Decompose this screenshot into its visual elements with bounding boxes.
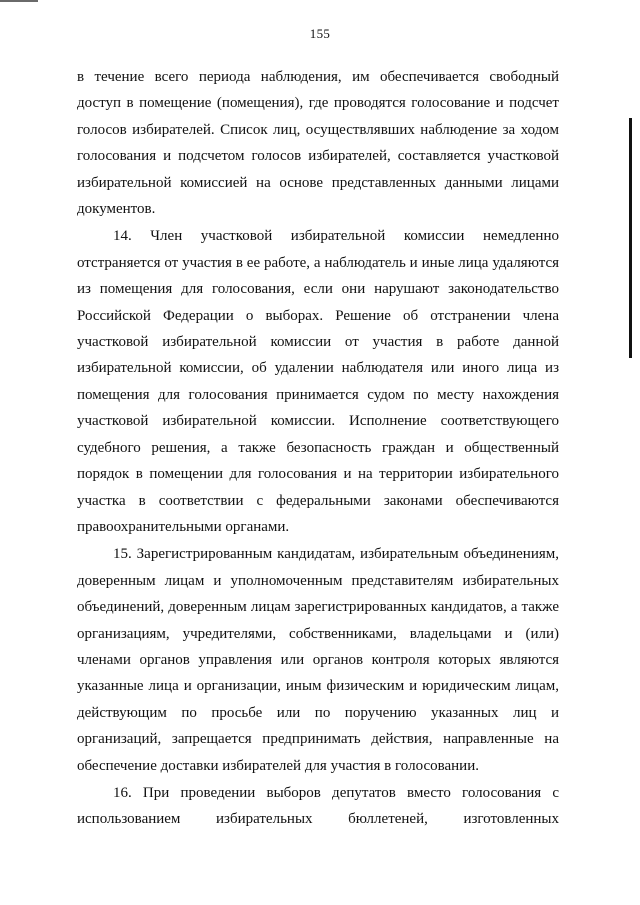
paragraph-continuation: в течение всего периода наблюдения, им обеспечивается свободный доступ в помещение (помещения), где проводятся голосование и подсчет голосов избирателей. Список лиц, осуществлявших наблюдение за ходом голосования и подсчетом голосов избирателей, составляется участковой избирательной комиссией на основе представленных данными лицами документов. (77, 69, 559, 218)
paragraph-item-14: 14. Член участковой избирательной комиссии немедленно отстраняется от участия в ее работе, а наблюдатель и иные лица удаляются из помещения для голосования, если они нарушают законодательство Российской Федерации о выборах. Решение об отстранении члена участковой избирательной комиссии от участия в работе данной избирательной комиссии, об удалении наблюдателя или иного лица из помещения для голосования принимается судом по месту нахождения участковой избирательной комиссии. Исполнение соответствующего судебного решения, а также безопасность граждан и общественный порядок в помещении для голосования и на территории избирательного участка в соответствии с федеральными законами обеспечиваются правоохранительными органами. (77, 228, 559, 535)
paragraph-item-16: 16. При проведении выборов депутатов вместо голосования с использованием избирательных бюллетеней, изготовленных (77, 784, 559, 828)
page-number: 155 (309, 26, 331, 41)
scan-margin-line (629, 118, 632, 358)
body-text (77, 64, 559, 834)
scan-edge-mark (0, 0, 38, 2)
paragraph-item-15: 15. Зарегистрированным кандидатам, избирательным объединениям, доверенным лицам и уполномоченным представителям избирательных объединений, доверенным лицам зарегистрированных кандидатов, а также организациям, учредителями, собственниками, владельцами и (или) членами органов управления или органов контроля которых являются указанные лица и организации, иным физическим и юридическим лицам, действующим по просьбе или по поручению указанных лиц и организаций, запрещается предпринимать действия, направленные на обеспечение доставки избирателей для участия в голосовании. (77, 546, 559, 774)
